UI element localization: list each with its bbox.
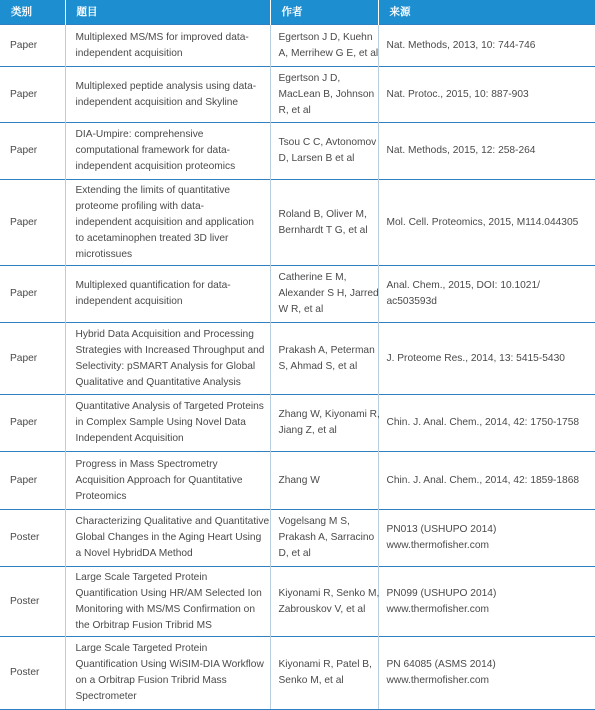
cell-title-line: Independent Acquisition bbox=[75, 433, 184, 444]
cell-title-line: computational framework for data- bbox=[75, 145, 231, 156]
cell-author-line: Zhang W, Kiyonami R, bbox=[278, 409, 380, 420]
cell-author-line: R, et al bbox=[278, 104, 311, 116]
cell-type: Poster bbox=[0, 637, 65, 710]
table-row bbox=[0, 567, 595, 637]
cell-title-line: proteome profiling with data- bbox=[75, 200, 205, 212]
cell-title bbox=[65, 323, 270, 395]
table-row bbox=[0, 266, 595, 323]
table-row bbox=[0, 637, 595, 710]
cell-author-line: Prakash A, Peterman bbox=[278, 344, 375, 356]
cell-type: Paper bbox=[0, 323, 65, 395]
cell-type: Poster bbox=[0, 510, 65, 567]
cell-title bbox=[65, 180, 270, 266]
cell-author-line: Zhang W bbox=[278, 474, 320, 486]
cell-source bbox=[378, 180, 595, 266]
cell-author bbox=[270, 323, 378, 395]
cell-title-line: Spectrometer bbox=[75, 691, 137, 702]
cell-source bbox=[378, 67, 595, 123]
table-row bbox=[0, 510, 595, 567]
cell-source bbox=[378, 452, 595, 510]
cell-source-line: Nat. Protoc., 2015, 10: 887-903 bbox=[386, 88, 529, 100]
cell-source-line: Anal. Chem., 2015, DOI: 10.1021/ bbox=[386, 280, 540, 291]
cell-author-line: Catherine E M, bbox=[278, 272, 347, 283]
cell-title-line: Qualitative and Quantitative Analysis bbox=[75, 376, 241, 388]
cell-title-line: Multiplexed MS/MS for improved data- bbox=[75, 31, 249, 43]
cell-author-line: W R, et al bbox=[278, 304, 324, 315]
cell-author-line: Roland B, Oliver M, bbox=[278, 208, 367, 220]
cell-title bbox=[65, 510, 270, 567]
cell-title-line: Extending the limits of quantitative bbox=[75, 184, 231, 196]
cell-author-line: Alexander S H, Jarred bbox=[278, 288, 379, 299]
cell-title-line: Characterizing Qualitative and Quantitative bbox=[75, 516, 270, 527]
cell-title-line: in Complex Sample Using Novel Data bbox=[75, 417, 246, 428]
cell-title-line: DIA-Umpire: comprehensive bbox=[75, 129, 204, 140]
cell-title-line: Quantitative Analysis of Targeted Proteins bbox=[75, 401, 264, 412]
cell-title-line: microtissues bbox=[75, 248, 133, 260]
cell-title bbox=[65, 452, 270, 510]
cell-source-line: PN099 (USHUPO 2014) bbox=[386, 587, 497, 599]
cell-author-line: D, et al bbox=[278, 548, 311, 559]
cell-source bbox=[378, 323, 595, 395]
cell-title-line: Acquisition Approach for Quantitative bbox=[75, 474, 243, 486]
cell-author-line: Vogelsang M S, bbox=[278, 516, 350, 527]
cell-source-line: Nat. Methods, 2013, 10: 744-746 bbox=[386, 39, 536, 51]
cell-title-line: Quantification Using WiSIM-DIA Workflow bbox=[75, 659, 264, 670]
cell-author bbox=[270, 567, 378, 637]
cell-title-line: Progress in Mass Spectrometry bbox=[75, 458, 218, 470]
cell-title-line: independent acquisition bbox=[75, 296, 183, 307]
cell-title bbox=[65, 123, 270, 180]
cell-title-line: the Orbitrap Fusion Tribrid MS bbox=[75, 619, 212, 631]
cell-title bbox=[65, 25, 270, 67]
cell-author-line: Jiang Z, et al bbox=[278, 425, 337, 436]
cell-source-line: www.thermofisher.com bbox=[386, 603, 489, 615]
cell-author-line: MacLean B, Johnson bbox=[278, 88, 375, 100]
cell-type: Poster bbox=[0, 567, 65, 637]
cell-source-line: PN 64085 (ASMS 2014) bbox=[386, 659, 496, 670]
cell-type: Paper bbox=[0, 395, 65, 452]
cell-title-line: a Novel HybridDA Method bbox=[75, 548, 193, 559]
cell-title-line: Hybrid Data Acquisition and Processing bbox=[75, 328, 254, 340]
cell-title-line: Large Scale Targeted Protein bbox=[75, 643, 208, 654]
cell-source bbox=[378, 637, 595, 710]
cell-author-line: Kiyonami R, Patel B, bbox=[278, 659, 372, 670]
cell-author-line: Bernhardt T G, et al bbox=[278, 224, 368, 236]
header-row bbox=[0, 0, 595, 25]
cell-title-line: Selectivity: pSMART Analysis for Global bbox=[75, 360, 256, 372]
cell-author bbox=[270, 67, 378, 123]
cell-source bbox=[378, 395, 595, 452]
cell-title-line: independent acquisition and Skyline bbox=[75, 96, 239, 108]
cell-title-line: independent acquisition proteomics bbox=[75, 161, 236, 172]
table-row bbox=[0, 395, 595, 452]
cell-title-line: Proteomics bbox=[75, 490, 127, 502]
cell-source bbox=[378, 567, 595, 637]
cell-source-line: www.thermofisher.com bbox=[386, 540, 489, 551]
cell-title bbox=[65, 567, 270, 637]
cell-title-line: independent acquisition and application bbox=[75, 216, 254, 228]
column-header-title: 题目 bbox=[65, 0, 270, 25]
cell-author bbox=[270, 25, 378, 67]
cell-source-line: Chin. J. Anal. Chem., 2014, 42: 1859-1868 bbox=[386, 474, 580, 486]
cell-title-line: Quantification Using HR/AM Selected Ion bbox=[75, 587, 262, 599]
cell-author-line: D, Larsen B et al bbox=[278, 153, 355, 164]
cell-source bbox=[378, 266, 595, 323]
table-row bbox=[0, 25, 595, 67]
cell-title-line: Strategies with Increased Throughput and bbox=[75, 344, 265, 356]
cell-author-line: Zabrouskov V, et al bbox=[278, 603, 366, 615]
column-header-type: 类别 bbox=[0, 0, 65, 25]
table-row bbox=[0, 323, 595, 395]
cell-source-line: Chin. J. Anal. Chem., 2014, 42: 1750-1758 bbox=[386, 417, 580, 428]
column-header-source: 来源 bbox=[378, 0, 595, 25]
cell-author-line: Egertson J D, bbox=[278, 72, 341, 84]
table-row bbox=[0, 180, 595, 266]
cell-author bbox=[270, 637, 378, 710]
column-header-author: 作者 bbox=[270, 0, 378, 25]
cell-type: Paper bbox=[0, 123, 65, 180]
cell-source-line: www.thermofisher.com bbox=[386, 675, 489, 686]
cell-type: Paper bbox=[0, 25, 65, 67]
cell-source-line: J. Proteome Res., 2014, 13: 5415-5430 bbox=[386, 352, 565, 364]
cell-author bbox=[270, 395, 378, 452]
cell-title-line: Large Scale Targeted Protein bbox=[75, 571, 208, 583]
cell-title-line: to acetaminophen treated 3D liver bbox=[75, 232, 229, 244]
cell-title bbox=[65, 266, 270, 323]
cell-title bbox=[65, 395, 270, 452]
cell-title bbox=[65, 637, 270, 710]
cell-author bbox=[270, 510, 378, 567]
cell-author-line: S, Ahmad S, et al bbox=[278, 360, 358, 372]
cell-title-line: independent acquisition bbox=[75, 47, 183, 59]
cell-author bbox=[270, 452, 378, 510]
cell-type: Paper bbox=[0, 266, 65, 323]
cell-author-line: A, Merrihew G E, et al bbox=[278, 47, 379, 59]
cell-title-line: Global Changes in the Aging Heart Using bbox=[75, 532, 262, 543]
cell-source bbox=[378, 510, 595, 567]
cell-type: Paper bbox=[0, 67, 65, 123]
cell-type: Paper bbox=[0, 452, 65, 510]
cell-author-line: Kiyonami R, Senko M, bbox=[278, 587, 380, 599]
cell-source-line: Mol. Cell. Proteomics, 2015, M114.044305 bbox=[386, 216, 579, 228]
cell-author bbox=[270, 123, 378, 180]
table-row bbox=[0, 123, 595, 180]
cell-title bbox=[65, 67, 270, 123]
cell-author-line: Tsou C C, Avtonomov bbox=[278, 137, 377, 148]
cell-source bbox=[378, 25, 595, 67]
cell-title-line: Monitoring with MS/MS Confirmation on bbox=[75, 603, 255, 615]
cell-author-line: Prakash A, Sarracino bbox=[278, 532, 375, 543]
cell-title-line: Multiplexed quantification for data- bbox=[75, 280, 231, 291]
cell-source bbox=[378, 123, 595, 180]
cell-source-line: ac503593d bbox=[386, 296, 437, 307]
cell-title-line: on a Orbitrap Fusion Tribrid Mass bbox=[75, 675, 227, 686]
cell-source-line: Nat. Methods, 2015, 12: 258-264 bbox=[386, 145, 536, 156]
table-row bbox=[0, 67, 595, 123]
cell-author bbox=[270, 266, 378, 323]
cell-source-line: PN013 (USHUPO 2014) bbox=[386, 524, 497, 535]
table-row bbox=[0, 452, 595, 510]
cell-author bbox=[270, 180, 378, 266]
cell-type: Paper bbox=[0, 180, 65, 266]
cell-title-line: Multiplexed peptide analysis using data- bbox=[75, 80, 257, 92]
cell-author-line: Egertson J D, Kuehn bbox=[278, 31, 373, 43]
cell-author-line: Senko M, et al bbox=[278, 675, 344, 686]
table-body bbox=[0, 25, 595, 710]
